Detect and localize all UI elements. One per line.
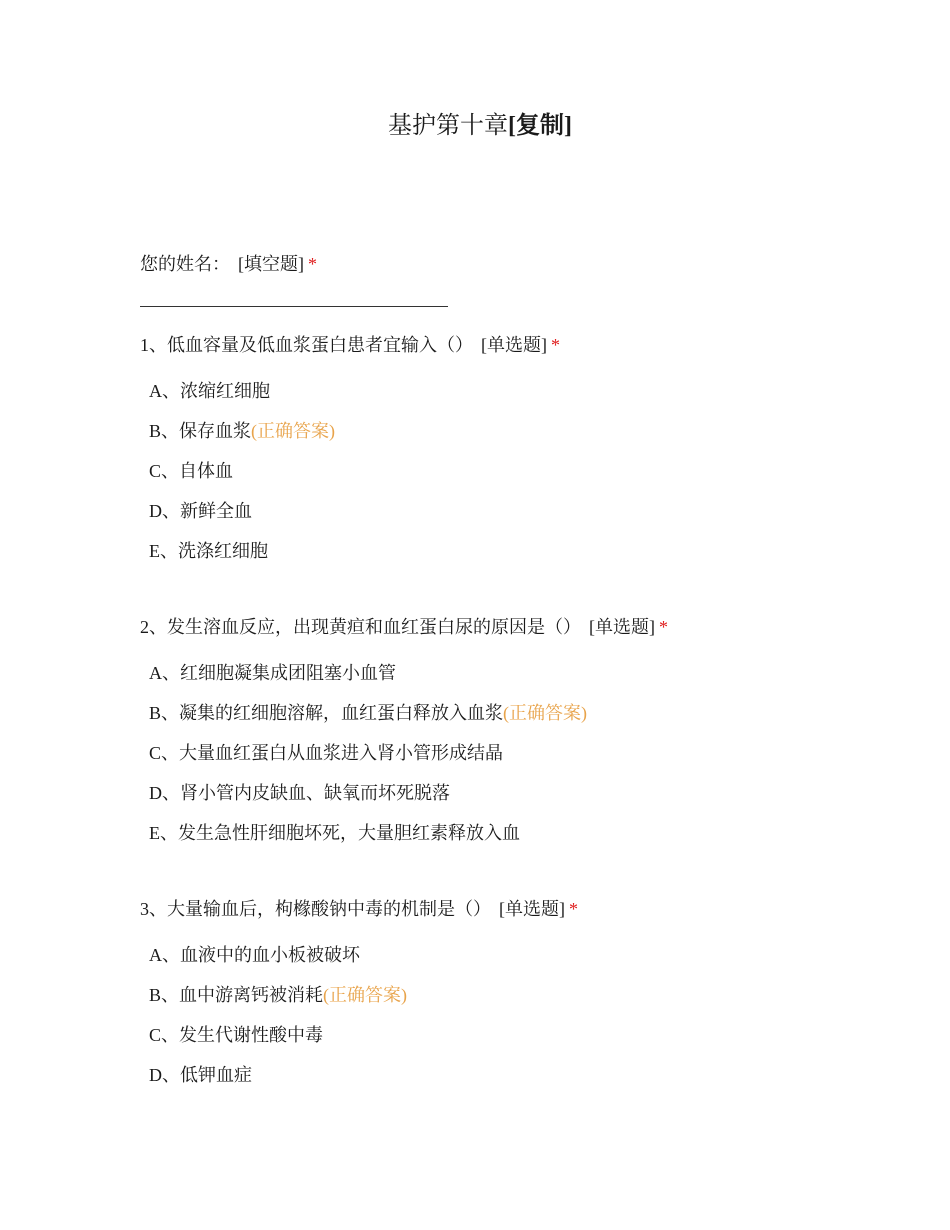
option-e[interactable] — [149, 819, 860, 859]
option-text: A、红细胞凝集成团阻塞小血管 — [149, 663, 396, 683]
option-text: D、肾小管内皮缺血、缺氧而坏死脱落 — [149, 783, 450, 803]
correct-answer-marker: (正确答案) — [503, 703, 588, 723]
question-type: [单选题] — [589, 617, 655, 637]
option-text: D、新鲜全血 — [149, 501, 252, 521]
question-2-options — [140, 659, 860, 859]
option-b[interactable] — [149, 981, 860, 1021]
question-type: [填空题] — [238, 254, 304, 274]
option-text: E、洗涤红细胞 — [149, 541, 268, 561]
option-e[interactable] — [149, 537, 860, 577]
option-text: E、发生急性肝细胞坏死，大量胆红素释放入血 — [149, 823, 520, 843]
option-d[interactable] — [149, 497, 860, 537]
option-text: C、自体血 — [149, 461, 234, 481]
option-a[interactable] — [149, 941, 860, 981]
correct-answer-marker: (正确答案) — [323, 985, 408, 1005]
option-text: B、血中游离钙被消耗 — [149, 985, 324, 1005]
name-answer-line[interactable] — [140, 306, 448, 307]
required-mark: * — [308, 254, 317, 274]
required-mark: * — [659, 617, 668, 637]
option-text: D、低钾血症 — [149, 1065, 252, 1085]
question-2 — [140, 613, 860, 859]
page-title — [0, 108, 950, 144]
option-text: A、浓缩红细胞 — [149, 381, 270, 401]
question-1-title — [140, 331, 860, 359]
option-c[interactable] — [149, 457, 860, 497]
required-mark: * — [551, 335, 560, 355]
question-text: 1、低血容量及低血浆蛋白患者宜输入（） — [140, 335, 473, 355]
name-question-label: 您的姓名： — [140, 254, 230, 274]
question-type: [单选题] — [499, 899, 565, 919]
question-1 — [140, 331, 860, 577]
question-2-title — [140, 613, 860, 641]
option-d[interactable] — [149, 779, 860, 819]
correct-answer-marker: (正确答案) — [251, 421, 336, 441]
option-b[interactable] — [149, 417, 860, 457]
question-3-title — [140, 895, 860, 923]
question-text: 3、大量输血后，枸橼酸钠中毒的机制是（） — [140, 899, 491, 919]
page-title-suffix: [复制] — [508, 113, 572, 139]
option-text: C、发生代谢性酸中毒 — [149, 1025, 324, 1045]
question-1-options — [140, 377, 860, 577]
option-text: B、凝集的红细胞溶解，血红蛋白释放入血浆 — [149, 703, 504, 723]
name-question — [140, 250, 860, 278]
option-c[interactable] — [149, 1021, 860, 1061]
question-3-options — [140, 941, 860, 1101]
page-title-main: 基护第十章 — [388, 113, 508, 139]
question-type: [单选题] — [481, 335, 547, 355]
required-mark: * — [569, 899, 578, 919]
option-a[interactable] — [149, 377, 860, 417]
option-a[interactable] — [149, 659, 860, 699]
name-question-line — [140, 250, 860, 278]
question-text: 2、发生溶血反应，出现黄疸和血红蛋白尿的原因是（） — [140, 617, 581, 637]
option-c[interactable] — [149, 739, 860, 779]
option-text: C、大量血红蛋白从血浆进入肾小管形成结晶 — [149, 743, 504, 763]
option-b[interactable] — [149, 699, 860, 739]
option-d[interactable] — [149, 1061, 860, 1101]
option-text: A、血液中的血小板被破坏 — [149, 945, 360, 965]
question-3 — [140, 895, 860, 1101]
option-text: B、保存血浆 — [149, 421, 252, 441]
